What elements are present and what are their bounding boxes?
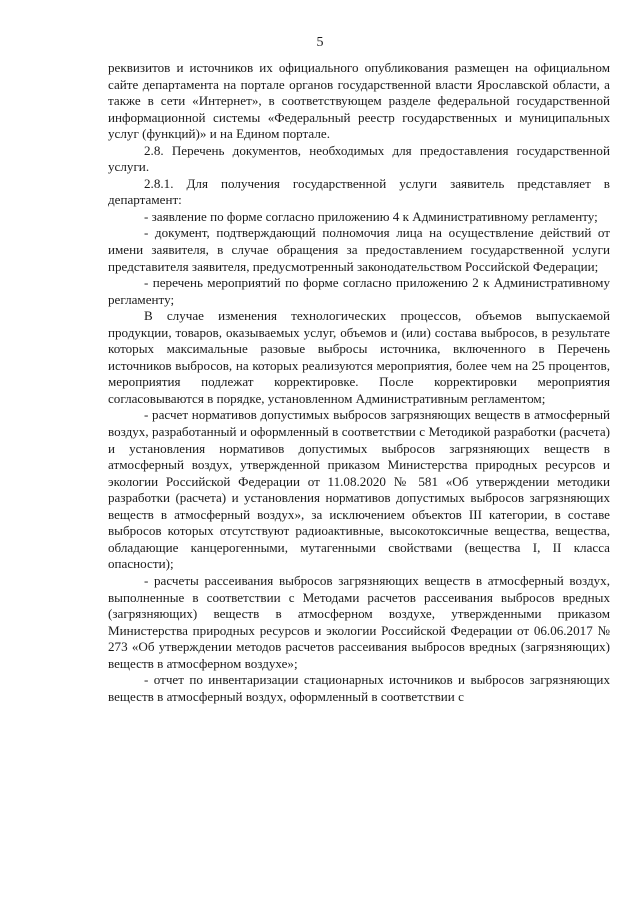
paragraph-2-8-1: 2.8.1. Для получения государственной услуги заявитель представляет в департамент: [108, 175, 610, 208]
list-item-emission-norms-calculation: - расчет нормативов допустимых выбросов загрязняющих веществ в атмосферный воздух, разработанный и оформленный в соответствии с Методикой разработки (расчета) и установления нормативов допустимых выбросов загрязняющих веществ в атмосферный воздух, утвержденной приказом Министерства природных ресурсов и экологии Российской Федерации от 11.08.2020 № 581 «Об утверждении методики разработки (расчета) и установления нормативов допустимых выбросов загрязняющих веществ в атмосферный воздух», за исключением объектов III категории, в составе выбросов которых отсутствуют радиоактивные, высокотоксичные вещества, вещества, обладающие канцерогенными, мутагенными свойствами (вещества I, II класса опасности); [108, 407, 610, 572]
list-item-inventory-report: - отчет по инвентаризации стационарных источников и выбросов загрязняющих веществ в атмосферный воздух, оформленный в соответствии с [108, 672, 610, 704]
list-item-application: - заявление по форме согласно приложению 4 к Административному регламенту; [144, 208, 598, 224]
document-body [108, 60, 610, 705]
page-number: 5 [316, 35, 324, 50]
list-item-measures-list: - перечень мероприятий по форме согласно приложению 2 к Административному регламенту; [108, 275, 610, 307]
paragraph-process-change: В случае изменения технологических процессов, объемов выпускаемой продукции, товаров, оказываемых услуг, объемов и (или) состава выбросов, в результате которых максимальные разовые выбросы источника, включенного в Перечень источников выбросов, на которых реализуются мероприятия, более чем на 25 процентов, мероприятия подлежат корректировке. После корректировки мероприятия согласовываются в порядке, установленном Административным регламентом; [108, 308, 610, 406]
paragraph-continuation: реквизитов и источников их официального опубликования размещен на официальном сайте департамента на портале органов государственной власти Ярославской области, а также в сети «Интернет», в соответствующем разделе федеральной государственной информационной системы «Федеральный реестр государственных и муниципальных услуг (функций)» и на Едином портале. [108, 60, 610, 142]
list-item-dispersion-calculations: - расчеты рассеивания выбросов загрязняющих веществ в атмосферный воздух, выполненные в соответствии с Методами расчетов рассеивания выбросов вредных (загрязняющих) веществ в атмосферном воздухе, утвержденными приказом Министерства природных ресурсов и экологии Российской Федерации от 06.06.2017 № 273 «Об утверждении методов расчетов рассеивания выбросов вредных (загрязняющих) веществ в атмосферном воздухе»; [108, 572, 610, 671]
section-heading-2-8: 2.8. Перечень документов, необходимых для предоставления государственной услуги. [108, 142, 610, 175]
list-item-authority-document: - документ, подтверждающий полномочия лица на осуществление действий от имени заявителя, в случае обращения за предоставлением государственной услуги представителя заявителя, предусмотренный законодательством Российской Федерации; [108, 225, 610, 274]
